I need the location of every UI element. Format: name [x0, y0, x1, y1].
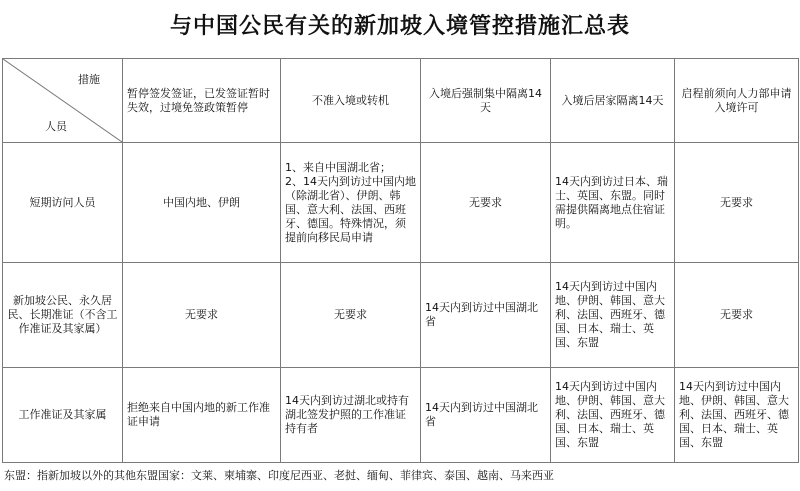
column-header-visa-suspension: 暂停签发签证，已发签证暂时失效，过境免签政策暂停 — [123, 59, 281, 143]
table-cell: 14天内到访过中国湖北省 — [421, 368, 551, 463]
table-cell: 无要求 — [421, 143, 551, 263]
table-cell: 无要求 — [675, 143, 799, 263]
page-title: 与中国公民有关的新加坡入境管控措施汇总表 — [169, 14, 630, 39]
table-cell: 无要求 — [281, 263, 421, 368]
corner-label-measures: 措施 — [78, 73, 100, 86]
table-cell: 14天内到访过日本、瑞士、英国、东盟。同时需提供隔离地点住宿证明。 — [551, 143, 675, 263]
table-row-citizens-residents — [3, 263, 799, 368]
table-cell: 14天内到访过中国内地、伊朗、韩国、意大利、法国、西班牙、德国、日本、瑞士、英国、东盟 — [675, 368, 799, 463]
table-cell: 中国内地、伊朗 — [123, 143, 281, 263]
table-row-work-pass-holders — [3, 368, 799, 463]
column-header-centralized-quarantine: 入境后强制集中隔离14天 — [421, 59, 551, 143]
table-cell: 拒绝来自中国内地的新工作准证申请 — [123, 368, 281, 463]
footnote: 东盟：指新加坡以外的其他东盟国家：文莱、柬埔寨、印度尼西亚、老挝、缅甸、菲律宾、泰国、越南、马来西亚 — [4, 469, 554, 482]
corner-label-persons: 人员 — [45, 120, 67, 133]
table-cell: 14天内到访过中国内地、伊朗、韩国、意大利、法国、西班牙、德国、日本、瑞士、英国、东盟 — [551, 263, 675, 368]
table-cell: 1、来自中国湖北省； 2、14天内到访过中国内地（除湖北省）、伊朗、韩国、意大利、法国、西班牙、德国。特殊情况，须提前向移民局申请 — [281, 143, 421, 263]
table-cell: 无要求 — [675, 263, 799, 368]
corner-header-cell — [3, 59, 123, 143]
table-cell: 无要求 — [123, 263, 281, 368]
row-label: 新加坡公民、永久居民、长期准证（不含工作准证及其家属） — [3, 263, 123, 368]
table-cell: 14天内到访过湖北或持有湖北签发护照的工作准证持有者 — [281, 368, 421, 463]
table-cell: 14天内到访过中国内地、伊朗、韩国、意大利、法国、西班牙、德国、日本、瑞士、英国、东盟 — [551, 368, 675, 463]
table-cell: 14天内到访过中国湖北省 — [421, 263, 551, 368]
row-label: 工作准证及其家属 — [3, 368, 123, 463]
column-header-entry-approval: 启程前须向人力部申请入境许可 — [675, 59, 799, 143]
header-row — [3, 59, 799, 143]
row-label: 短期访问人员 — [3, 143, 123, 263]
column-header-entry-ban: 不准入境或转机 — [281, 59, 421, 143]
column-header-home-quarantine: 入境后居家隔离14天 — [551, 59, 675, 143]
measures-table — [2, 58, 799, 463]
table-row-short-term-visitors — [3, 143, 799, 263]
